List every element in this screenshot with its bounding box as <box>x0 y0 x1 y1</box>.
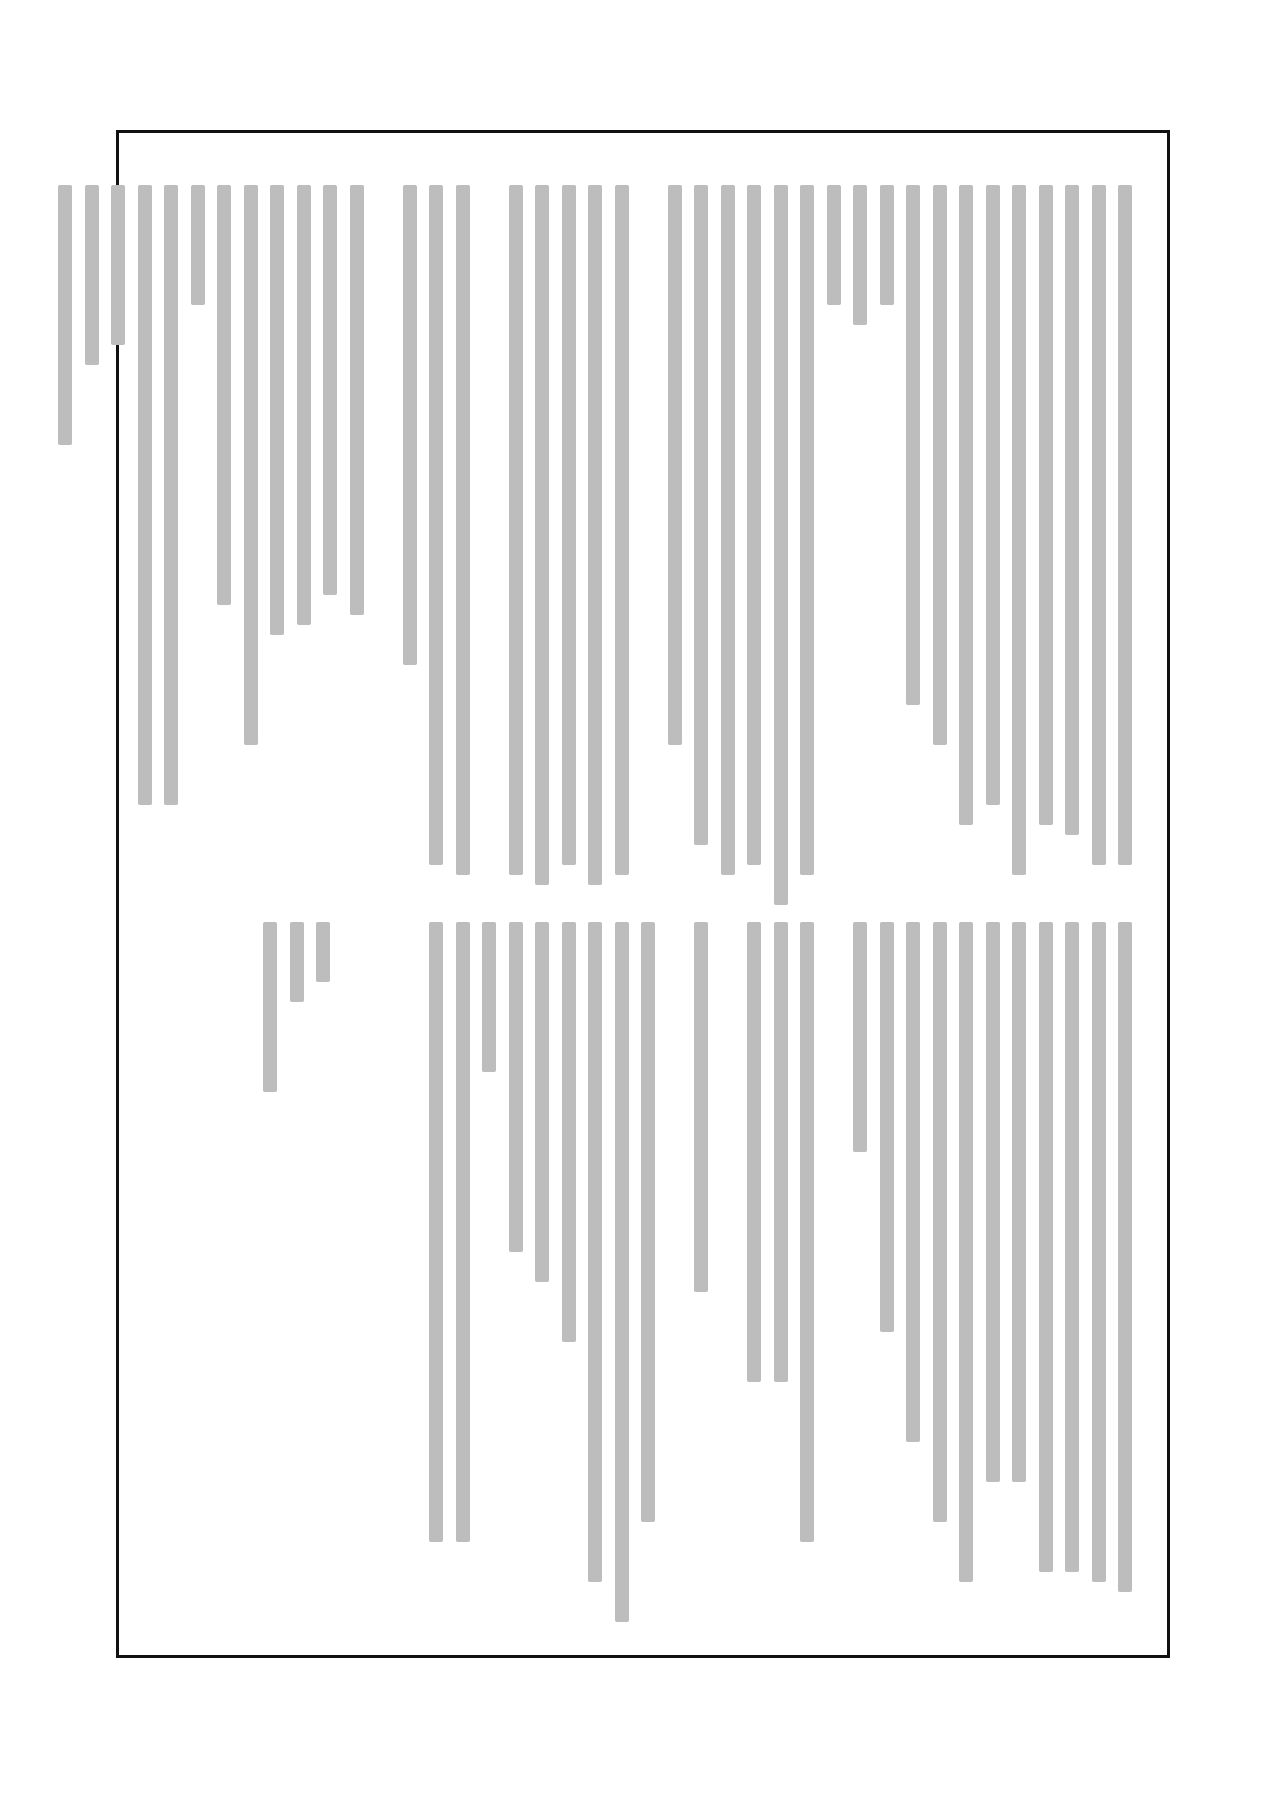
text-column-placeholder <box>668 185 682 745</box>
text-column-placeholder <box>290 922 304 1002</box>
text-column-placeholder <box>694 185 708 845</box>
text-column-placeholder <box>482 922 496 1072</box>
text-column-placeholder <box>933 922 947 1522</box>
text-column-placeholder <box>316 922 330 982</box>
text-column-placeholder <box>1092 185 1106 865</box>
text-column-placeholder <box>588 185 602 885</box>
text-column-placeholder <box>615 922 629 1622</box>
text-column-placeholder <box>535 185 549 885</box>
text-column-placeholder <box>1092 922 1106 1582</box>
text-column-placeholder <box>800 185 814 875</box>
text-column-placeholder <box>138 185 152 805</box>
text-column-placeholder <box>694 922 708 1292</box>
text-column-placeholder <box>1065 922 1079 1572</box>
text-column-placeholder <box>774 922 788 1382</box>
text-column-placeholder <box>959 922 973 1582</box>
text-column-placeholder <box>1039 922 1053 1572</box>
text-column-placeholder <box>880 922 894 1332</box>
text-column-placeholder <box>906 922 920 1442</box>
text-column-placeholder <box>800 922 814 1542</box>
text-column-placeholder <box>853 922 867 1152</box>
text-column-placeholder <box>615 185 629 875</box>
text-column-placeholder <box>880 185 894 305</box>
text-column-placeholder <box>164 185 178 805</box>
text-column-placeholder <box>111 185 125 345</box>
text-column-placeholder <box>244 185 258 745</box>
text-column-placeholder <box>588 922 602 1582</box>
text-column-placeholder <box>641 922 655 1522</box>
text-column-placeholder <box>1118 185 1132 865</box>
text-column-placeholder <box>456 922 470 1542</box>
text-column-placeholder <box>827 185 841 305</box>
text-column-placeholder <box>747 922 761 1382</box>
text-column-placeholder <box>906 185 920 705</box>
text-column-placeholder <box>1012 922 1026 1482</box>
text-column-placeholder <box>58 185 72 445</box>
text-column-placeholder <box>429 185 443 865</box>
text-column-placeholder <box>456 185 470 875</box>
text-column-placeholder <box>429 922 443 1542</box>
text-column-placeholder <box>263 922 277 1092</box>
text-column-placeholder <box>85 185 99 365</box>
text-column-placeholder <box>959 185 973 825</box>
text-column-placeholder <box>509 185 523 875</box>
text-column-placeholder <box>1012 185 1026 875</box>
text-column-placeholder <box>535 922 549 1282</box>
text-column-placeholder <box>350 185 364 615</box>
text-column-placeholder <box>562 922 576 1342</box>
text-column-placeholder <box>747 185 761 865</box>
text-column-placeholder <box>1039 185 1053 825</box>
text-column-placeholder <box>270 185 284 635</box>
text-column-placeholder <box>774 185 788 905</box>
text-column-placeholder <box>853 185 867 325</box>
text-column-placeholder <box>1118 922 1132 1592</box>
text-column-placeholder <box>323 185 337 595</box>
text-column-placeholder <box>403 185 417 665</box>
text-column-placeholder <box>721 185 735 875</box>
text-column-placeholder <box>297 185 311 625</box>
text-column-placeholder <box>191 185 205 305</box>
text-column-placeholder <box>509 922 523 1252</box>
text-column-placeholder <box>986 185 1000 805</box>
text-column-placeholder <box>986 922 1000 1482</box>
text-column-placeholder <box>217 185 231 605</box>
text-column-placeholder <box>562 185 576 865</box>
text-column-placeholder <box>933 185 947 745</box>
text-column-placeholder <box>1065 185 1079 835</box>
